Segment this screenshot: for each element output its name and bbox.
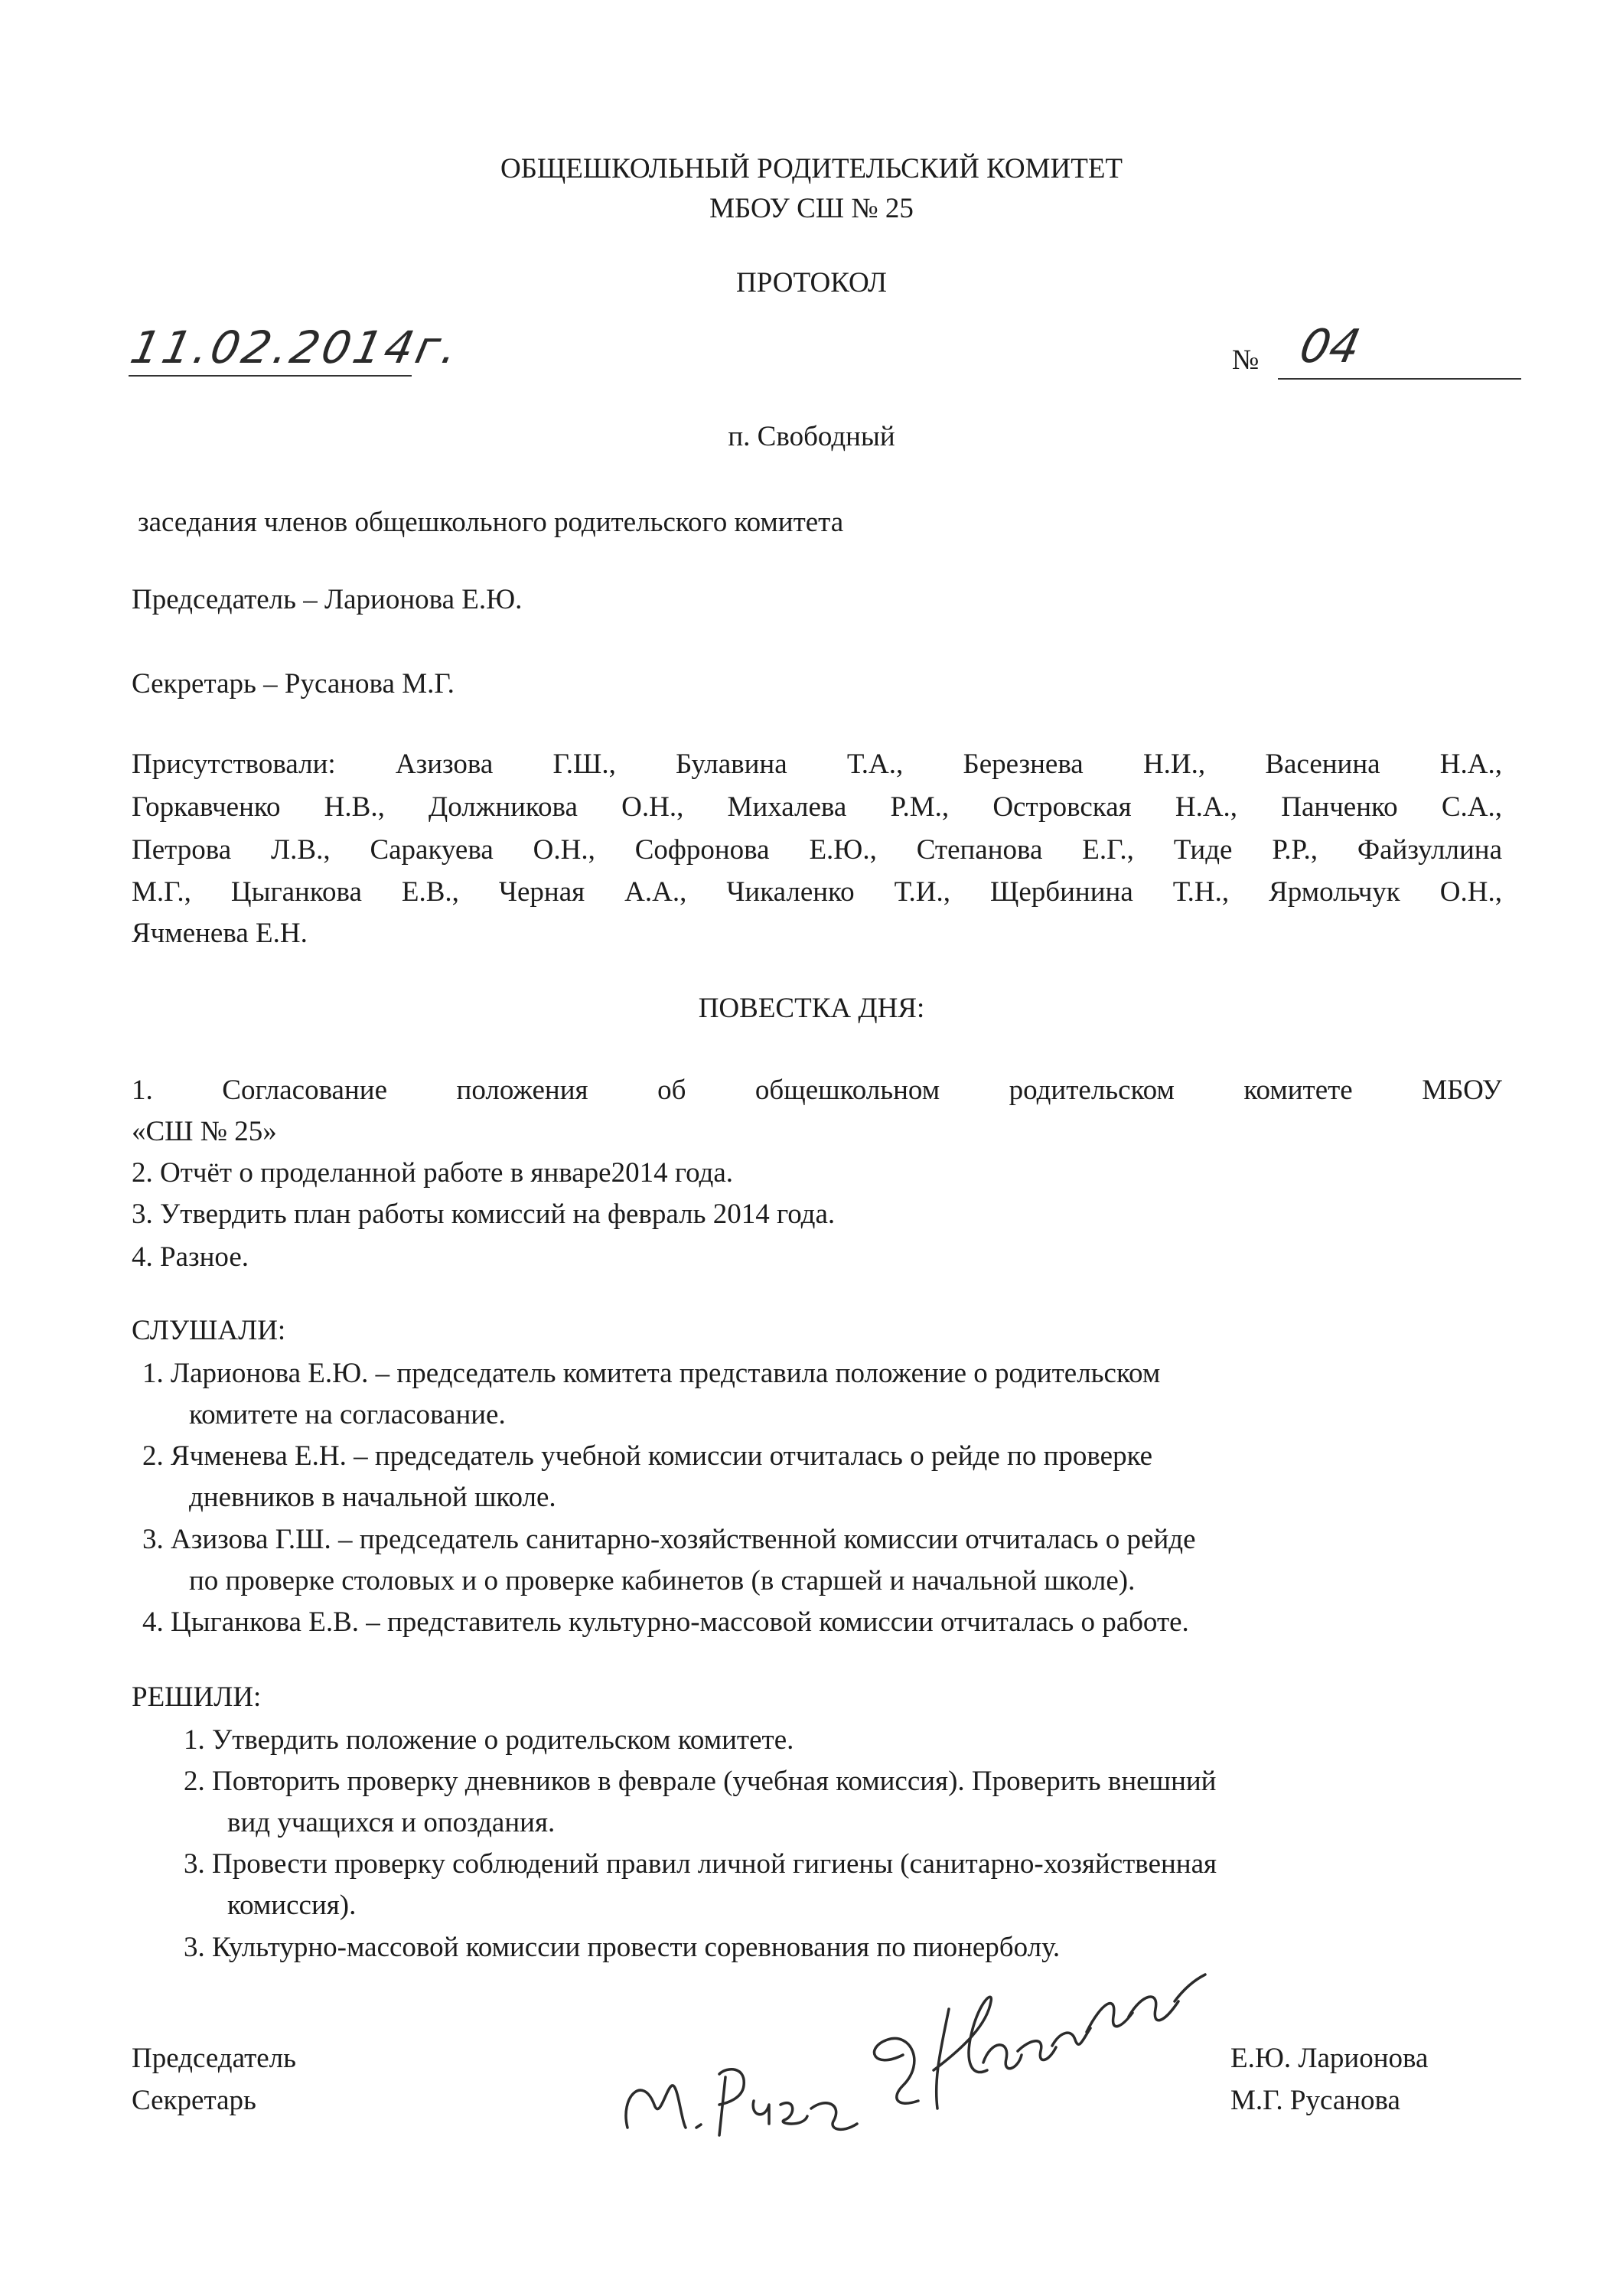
heard-item-1-cont: комитете на согласование.	[189, 1399, 506, 1430]
agenda-item-1-cont: «СШ № 25»	[132, 1116, 277, 1147]
name-chairman: Е.Ю. Ларионова	[1230, 2043, 1429, 2074]
agenda-item-2: 2. Отчёт о проделанной работе в январе2014 года.	[132, 1157, 734, 1189]
meeting-subject: заседания членов общешкольного родительского комитета	[138, 507, 844, 538]
present-line-4: М.Г., Цыганкова Е.В., Черная А.А., Чикаленко Т.И., Щербинина Т.Н., Ярмольчук О.Н.,	[132, 876, 1502, 908]
agenda-item-3: 3. Утвердить план работы комиссий на февраль 2014 года.	[132, 1199, 836, 1230]
heard-item-2: 2. Ячменева Е.Н. – председатель учебной комиссии отчиталась о рейде по проверке	[142, 1440, 1153, 1472]
doc-type: ПРОТОКОЛ	[735, 267, 888, 298]
heard-title: СЛУШАЛИ:	[132, 1315, 286, 1346]
org-title: ОБЩЕШКОЛЬНЫЙ РОДИТЕЛЬСКИЙ КОМИТЕТ	[500, 153, 1123, 184]
heard-item-2-cont: дневников в начальной школе.	[189, 1482, 556, 1513]
present-line-5: Ячменева Е.Н.	[132, 918, 308, 949]
heard-item-1: 1. Ларионова Е.Ю. – председатель комитета представила положение о родительском	[142, 1358, 1161, 1389]
number-underline	[1278, 378, 1521, 380]
handwritten-date: 11.02.2014г.	[125, 321, 466, 373]
decided-title: РЕШИЛИ:	[132, 1681, 262, 1713]
secretary-line: Секретарь – Русанова М.Г.	[132, 668, 455, 700]
heard-item-4: 4. Цыганкова Е.В. – представитель культурно-массовой комиссии отчиталась о работе.	[142, 1606, 1189, 1638]
location: п. Свободный	[728, 421, 895, 452]
heard-item-3-cont: по проверке столовых и о проверке кабинетов (в старшей и начальной школе).	[189, 1565, 1136, 1596]
present-line-2: Горкавченко Н.В., Должникова О.Н., Михалева Р.М., Островская Н.А., Панченко С.А.,	[132, 791, 1502, 823]
number-label: №	[1232, 344, 1260, 376]
handwritten-number: 04	[1295, 320, 1365, 373]
role-secretary: Секретарь	[132, 2085, 256, 2116]
role-chairman: Председатель	[132, 2043, 297, 2074]
decided-item-4: 3. Культурно-массовой комиссии провести соревнования по пионерболу.	[184, 1932, 1061, 1963]
chairman-line: Председатель – Ларионова Е.Ю.	[132, 584, 523, 615]
decided-item-1: 1. Утвердить положение о родительском комитете.	[184, 1724, 794, 1756]
agenda-item-4: 4. Разное.	[132, 1241, 249, 1273]
agenda-title: ПОВЕСТКА ДНЯ:	[698, 993, 925, 1024]
chairman-signature	[857, 1955, 1224, 2131]
date-underline	[129, 375, 412, 377]
decided-item-2: 2. Повторить проверку дневников в феврале (учебная комиссия). Проверить внешний	[184, 1766, 1217, 1797]
heard-item-3: 3. Азизова Г.Ш. – председатель санитарно-хозяйственной комиссии отчиталась о рейде	[142, 1524, 1196, 1555]
decided-item-3: 3. Провести проверку соблюдений правил личной гигиены (санитарно-хозяйственная	[184, 1848, 1217, 1880]
agenda-item-1: 1. Согласование положения об общешкольном родительском комитете МБОУ	[132, 1075, 1502, 1106]
name-secretary: М.Г. Русанова	[1230, 2085, 1400, 2116]
present-line-1: Присутствовали: Азизова Г.Ш., Булавина Т.А., Березнева Н.И., Васенина Н.А.,	[132, 748, 1502, 780]
present-line-3: Петрова Л.В., Саракуева О.Н., Софронова Е.Ю., Степанова Е.Г., Тиде Р.Р., Файзуллина	[132, 834, 1502, 866]
decided-item-2-cont: вид учащихся и опоздания.	[227, 1807, 556, 1838]
secretary-signature	[612, 2043, 872, 2158]
decided-item-3-cont: комиссия).	[227, 1890, 357, 1921]
org-subtitle: МБОУ СШ № 25	[709, 193, 914, 224]
